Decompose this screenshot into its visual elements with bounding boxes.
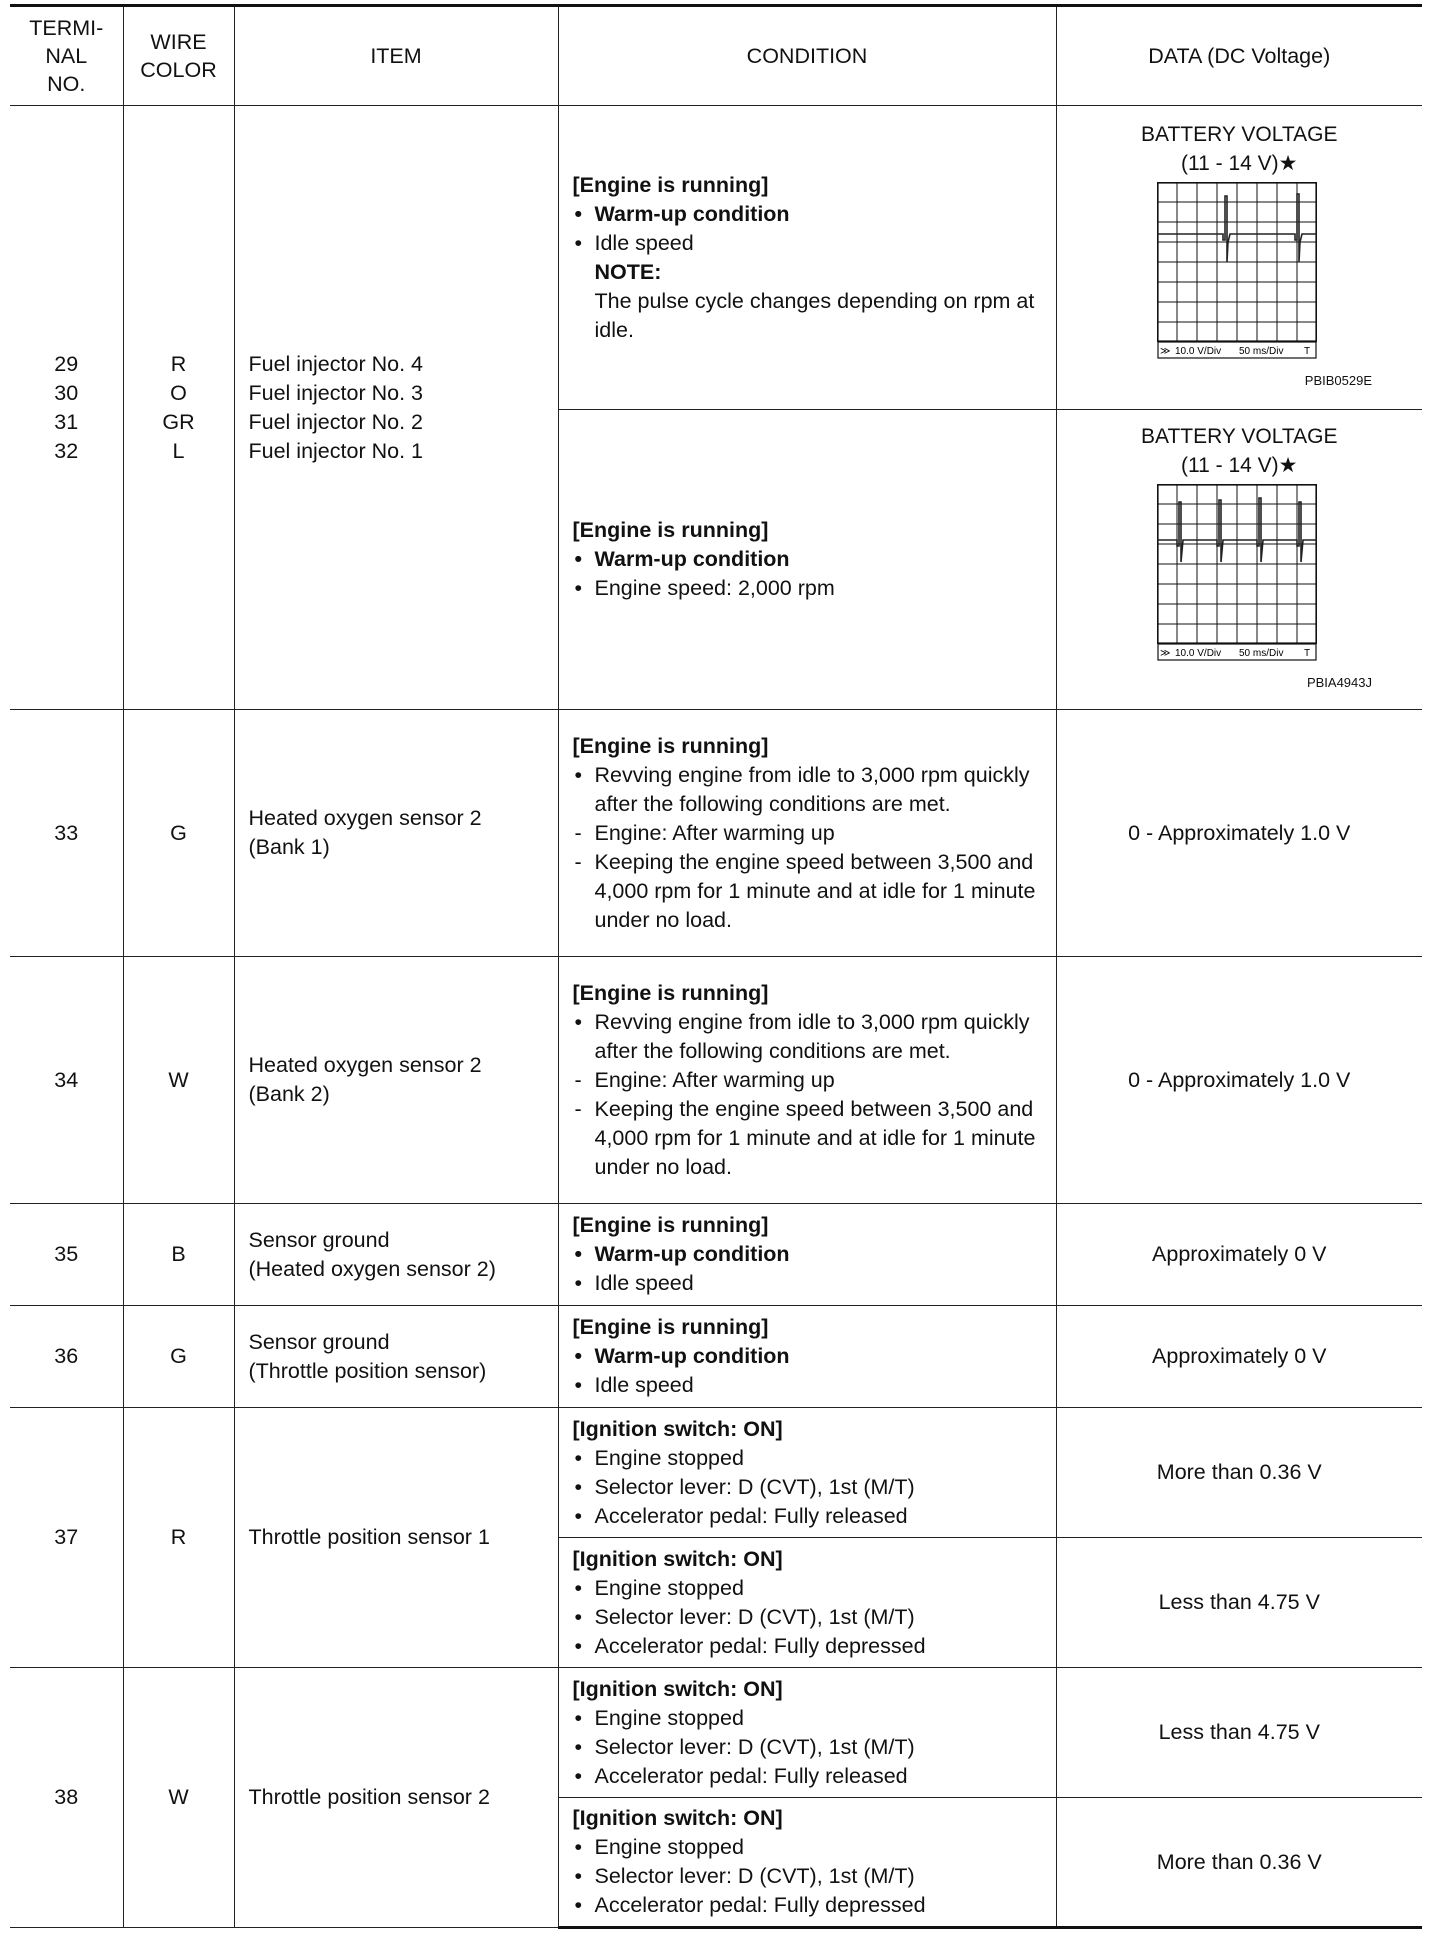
item-name: Throttle position sensor 1 bbox=[234, 1408, 558, 1668]
data-value: Less than 4.75 V bbox=[1056, 1668, 1422, 1798]
table-row bbox=[10, 710, 1422, 957]
wire-color: B bbox=[123, 1204, 234, 1306]
item-name: Heated oxygen sensor 2 bbox=[248, 806, 482, 830]
item-name: Throttle position sensor 2 bbox=[234, 1668, 558, 1928]
condition-bullet: • Engine stopped bbox=[573, 1704, 1048, 1733]
terminal-spec-table bbox=[10, 4, 1422, 1929]
item-qualifier: (Throttle position sensor) bbox=[248, 1358, 487, 1383]
table-row bbox=[10, 1408, 1422, 1538]
battery-voltage-label: BATTERY VOLTAGE bbox=[1141, 425, 1338, 448]
data-value: Less than 4.75 V bbox=[1056, 1538, 1422, 1668]
condition-header: [Ignition switch: ON] bbox=[572, 1676, 783, 1701]
condition-bullet: • Warm-up condition bbox=[573, 545, 1048, 574]
item-cell bbox=[234, 1306, 558, 1408]
terminal-number: 29 bbox=[54, 351, 79, 376]
scope-grid bbox=[1157, 182, 1317, 342]
figure-code: PBIB0529E bbox=[1304, 373, 1372, 388]
condition-bullet: • Selector lever: D (CVT), 1st (M/T) bbox=[573, 1473, 1048, 1502]
header-terminal: TERMI- NAL NO. bbox=[10, 6, 123, 106]
wire-color: G bbox=[123, 1306, 234, 1408]
item-cell bbox=[234, 710, 558, 957]
terminal-number: 30 bbox=[54, 380, 79, 405]
data-value: Approximately 0 V bbox=[1056, 1204, 1422, 1306]
condition-cell bbox=[558, 1306, 1056, 1408]
scale-prefix: ≫ bbox=[1160, 648, 1171, 659]
wire-color: L bbox=[172, 438, 185, 463]
condition-bullet: • Selector lever: D (CVT), 1st (M/T) bbox=[573, 1603, 1048, 1632]
terminal-number: 33 bbox=[10, 710, 123, 957]
scale-volts-per-div: 10.0 V/Div bbox=[1175, 648, 1222, 659]
condition-subitem: - Engine: After warming up bbox=[573, 1066, 1048, 1095]
figure-code: PBIA4943J bbox=[1306, 675, 1372, 690]
terminal-number: 35 bbox=[10, 1204, 123, 1306]
scale-time-per-div: 50 ms/Div bbox=[1239, 648, 1284, 659]
condition-header: [Ignition switch: ON] bbox=[572, 1546, 783, 1571]
scale-volts-per-div: 10.0 V/Div bbox=[1175, 346, 1222, 357]
scale-prefix: ≫ bbox=[1160, 346, 1171, 357]
item-name: Heated oxygen sensor 2 bbox=[248, 1053, 482, 1077]
scale-time-per-div: 50 ms/Div bbox=[1239, 346, 1284, 357]
header-condition: CONDITION bbox=[558, 6, 1056, 106]
scale-trigger: T bbox=[1304, 346, 1311, 357]
item-qualifier: (Heated oxygen sensor 2) bbox=[248, 1256, 496, 1281]
table-row bbox=[10, 1306, 1422, 1408]
wire-color: GR bbox=[162, 409, 195, 434]
condition-bullet: • Warm-up condition bbox=[573, 200, 1048, 229]
voltage-range: (11 - 14 V)★ bbox=[1181, 454, 1298, 477]
condition-bullet: • Revving engine from idle to 3,000 rpm quickly after the following conditions are met. bbox=[573, 1008, 1048, 1066]
condition-cell bbox=[558, 106, 1056, 410]
wire-color: O bbox=[170, 380, 187, 405]
table-row bbox=[10, 106, 1422, 410]
voltage-range: (11 - 14 V)★ bbox=[1181, 152, 1298, 175]
condition-bullet: • Warm-up condition bbox=[573, 1342, 1048, 1371]
item-name: Fuel injector No. 4 bbox=[248, 351, 423, 376]
terminal-number: 34 bbox=[10, 957, 123, 1204]
terminal-number: 36 bbox=[10, 1306, 123, 1408]
condition-header: [Engine is running] bbox=[572, 1315, 769, 1339]
terminal-number: 37 bbox=[10, 1408, 123, 1668]
table-row bbox=[10, 1668, 1422, 1798]
condition-bullet: • Accelerator pedal: Fully depressed bbox=[573, 1891, 1048, 1920]
wire-color: R bbox=[170, 351, 187, 376]
condition-bullet: • Engine stopped bbox=[573, 1574, 1048, 1603]
wire-color: R bbox=[123, 1408, 234, 1668]
condition-bullet: • Engine stopped bbox=[573, 1444, 1048, 1473]
wire-color-cell bbox=[123, 106, 234, 710]
data-value: 0 - Approximately 1.0 V bbox=[1056, 710, 1422, 957]
condition-bullet: • Idle speed bbox=[573, 229, 1048, 258]
condition-cell bbox=[558, 1668, 1056, 1798]
terminal-number: 31 bbox=[54, 409, 79, 434]
condition-cell bbox=[558, 1204, 1056, 1306]
header-data: DATA (DC Voltage) bbox=[1056, 6, 1422, 106]
table-row bbox=[10, 957, 1422, 1204]
header-wire-color: WIRE COLOR bbox=[123, 6, 234, 106]
condition-bullet: • Idle speed bbox=[573, 1269, 1048, 1298]
condition-cell bbox=[558, 710, 1056, 957]
condition-bullet: • Accelerator pedal: Fully released bbox=[573, 1762, 1048, 1791]
condition-bullet: • Engine speed: 2,000 rpm bbox=[573, 574, 1048, 603]
oscilloscope-waveform-2000rpm bbox=[1157, 484, 1321, 664]
condition-cell bbox=[558, 957, 1056, 1204]
condition-subitem: - Keeping the engine speed between 3,500 and 4,000 rpm for 1 minute and at idle for 1 minute under no load. bbox=[573, 848, 1048, 935]
item-name: Fuel injector No. 2 bbox=[248, 409, 423, 434]
condition-subitem: - Engine: After warming up bbox=[573, 819, 1048, 848]
condition-bullet: • Engine stopped bbox=[573, 1833, 1048, 1862]
note-title: NOTE: bbox=[594, 259, 662, 284]
wire-color: W bbox=[123, 957, 234, 1204]
condition-bullet: • Revving engine from idle to 3,000 rpm quickly after the following conditions are met. bbox=[573, 761, 1048, 819]
condition-cell bbox=[558, 1538, 1056, 1668]
condition-header: [Engine is running] bbox=[572, 980, 769, 1005]
battery-voltage-label: BATTERY VOLTAGE bbox=[1141, 123, 1338, 146]
item-qualifier: (Bank 1) bbox=[248, 835, 330, 859]
condition-header: [Engine is running] bbox=[572, 733, 769, 758]
item-name: Sensor ground bbox=[248, 1227, 390, 1252]
item-name: Fuel injector No. 1 bbox=[248, 438, 423, 463]
terminal-number: 38 bbox=[10, 1668, 123, 1928]
condition-header: [Engine is running] bbox=[572, 1213, 769, 1237]
item-name: Fuel injector No. 3 bbox=[248, 380, 423, 405]
condition-bullet: • Selector lever: D (CVT), 1st (M/T) bbox=[573, 1862, 1048, 1891]
header-row bbox=[10, 6, 1422, 106]
terminal-number: 32 bbox=[54, 438, 79, 463]
condition-header: [Engine is running] bbox=[572, 518, 769, 542]
condition-bullet: • Selector lever: D (CVT), 1st (M/T) bbox=[573, 1733, 1048, 1762]
data-cell bbox=[1056, 410, 1422, 710]
scale-trigger: T bbox=[1304, 648, 1311, 659]
wire-color: W bbox=[123, 1668, 234, 1928]
condition-cell bbox=[558, 410, 1056, 710]
condition-bullet: • Accelerator pedal: Fully depressed bbox=[573, 1632, 1048, 1661]
item-cell bbox=[234, 957, 558, 1204]
item-cell bbox=[234, 106, 558, 710]
item-name: Sensor ground bbox=[248, 1329, 390, 1354]
item-cell bbox=[234, 1204, 558, 1306]
condition-header: [Ignition switch: ON] bbox=[572, 1416, 783, 1441]
wire-color: G bbox=[123, 710, 234, 957]
terminal-cell bbox=[10, 106, 123, 710]
data-value: More than 0.36 V bbox=[1056, 1408, 1422, 1538]
item-qualifier: (Bank 2) bbox=[248, 1082, 330, 1106]
data-value: Approximately 0 V bbox=[1056, 1306, 1422, 1408]
condition-subitem: - Keeping the engine speed between 3,500 and 4,000 rpm for 1 minute and at idle for 1 minute under no load. bbox=[573, 1095, 1048, 1182]
header-item: ITEM bbox=[234, 6, 558, 106]
table-row bbox=[10, 1204, 1422, 1306]
data-value: 0 - Approximately 1.0 V bbox=[1056, 957, 1422, 1204]
condition-cell bbox=[558, 1408, 1056, 1538]
condition-bullet: • Warm-up condition bbox=[573, 1240, 1048, 1269]
data-value: More than 0.36 V bbox=[1056, 1798, 1422, 1928]
condition-bullet: • Idle speed bbox=[573, 1371, 1048, 1400]
oscilloscope-waveform-idle bbox=[1157, 182, 1321, 362]
condition-header: [Engine is running] bbox=[572, 172, 769, 197]
condition-cell bbox=[558, 1798, 1056, 1928]
condition-bullet: • Accelerator pedal: Fully released bbox=[573, 1502, 1048, 1531]
condition-header: [Ignition switch: ON] bbox=[572, 1806, 783, 1830]
data-cell bbox=[1056, 106, 1422, 410]
note-text: The pulse cycle changes depending on rpm at idle. bbox=[594, 288, 1035, 342]
